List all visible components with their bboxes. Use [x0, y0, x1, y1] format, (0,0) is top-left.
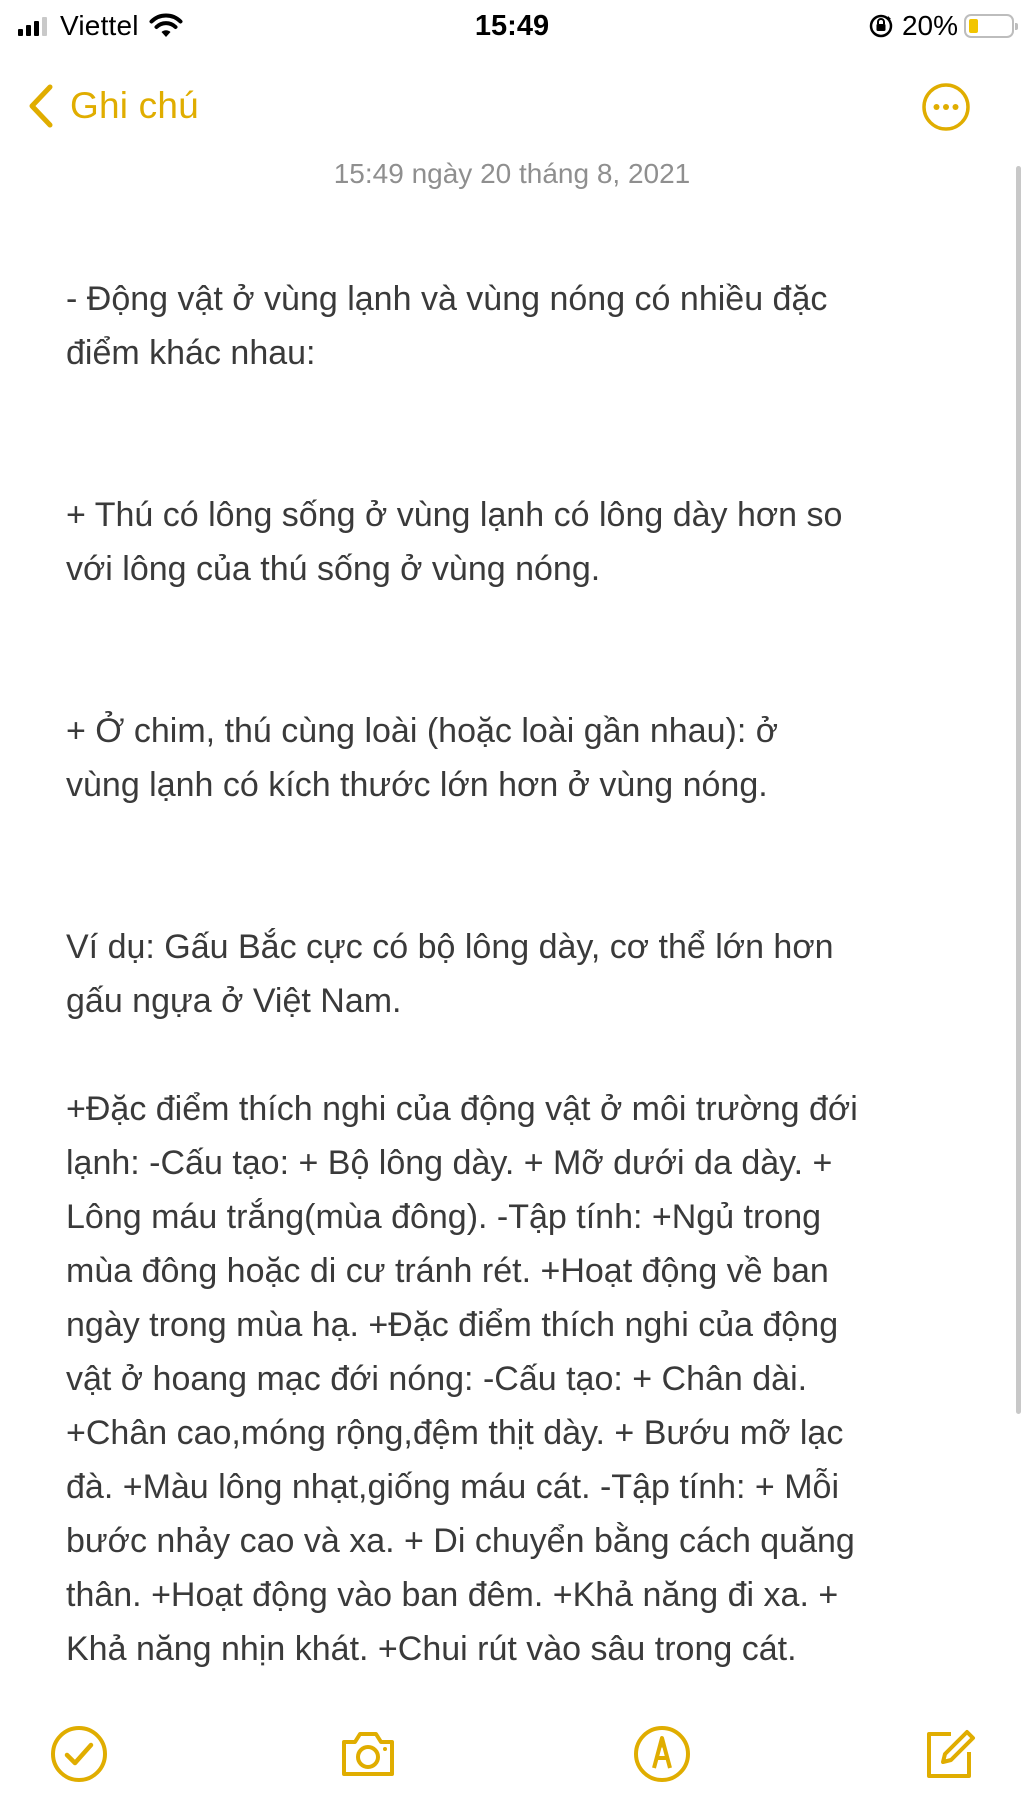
markup-icon [630, 1722, 694, 1786]
note-paragraph[interactable]: +Đặc điểm thích nghi của động vật ở môi trường đới lạnh: -Cấu tạo: + Bộ lông dày. + Mỡ dưới da dày. + Lông máu trắng(mùa đông). -Tập tính: +Ngủ trong mùa đông hoặc di cư tránh rét. +Hoạt động về ban ngày trong mùa hạ. +Đặc điểm thích nghi của động vật ở hoang mạc đới nóng: -Cấu tạo: + Chân dài. +Chân cao,móng rộng,đệm thịt dày. + Bướu mỡ lạc đà. +Màu lông nhạt,giống máu cát. -Tập tính: + Mỗi bước nhảy cao và xa. + Di chuyển bằng cách quăng thân. +Hoạt động vào ban đêm. +Khả năng đi xa. + Khả năng nhịn khát. +Chui rút vào sâu trong cát. [66, 1090, 858, 1668]
battery-icon [964, 14, 1014, 38]
status-right [868, 8, 1014, 44]
carrier-name: Viettel [60, 10, 139, 41]
checklist-button[interactable] [47, 1722, 111, 1786]
battery-level [969, 19, 978, 33]
back-label: Ghi chú [70, 85, 199, 126]
camera-button[interactable] [336, 1722, 400, 1786]
more-button[interactable] [921, 82, 971, 132]
status-bar [0, 0, 1024, 56]
compose-icon [917, 1722, 981, 1786]
camera-icon [336, 1722, 400, 1786]
scroll-indicator[interactable] [1016, 166, 1021, 1414]
note-paragraph[interactable]: + Ở chim, thú cùng loài (hoặc loài gần nhau): ở vùng lạnh có kích thước lớn hơn ở vùng nóng. [66, 712, 779, 804]
note-body[interactable] [66, 218, 966, 1730]
lock-rotation-icon [868, 13, 894, 39]
note-paragraph[interactable]: - Động vật ở vùng lạnh và vùng nóng có nhiều đặc điểm khác nhau: [66, 280, 828, 372]
note-paragraph[interactable]: Ví dụ: Gấu Bắc cực có bộ lông dày, cơ thể lớn hơn gấu ngựa ở Việt Nam. [66, 928, 834, 1020]
back-button[interactable] [26, 80, 199, 132]
checklist-icon [47, 1722, 111, 1786]
note-date: 15:49 ngày 20 tháng 8, 2021 [333, 158, 691, 189]
bottom-toolbar [0, 1722, 1024, 1792]
status-time: 15:49 [474, 10, 550, 42]
battery-percent: 20% [901, 10, 958, 41]
compose-button[interactable] [917, 1722, 981, 1786]
note-paragraph[interactable]: + Thú có lông sống ở vùng lạnh có lông dày hơn so với lông của thú sống ở vùng nóng. [66, 496, 843, 588]
more-icon [921, 82, 971, 132]
markup-button[interactable] [630, 1722, 694, 1786]
chevron-left-icon [26, 83, 54, 129]
